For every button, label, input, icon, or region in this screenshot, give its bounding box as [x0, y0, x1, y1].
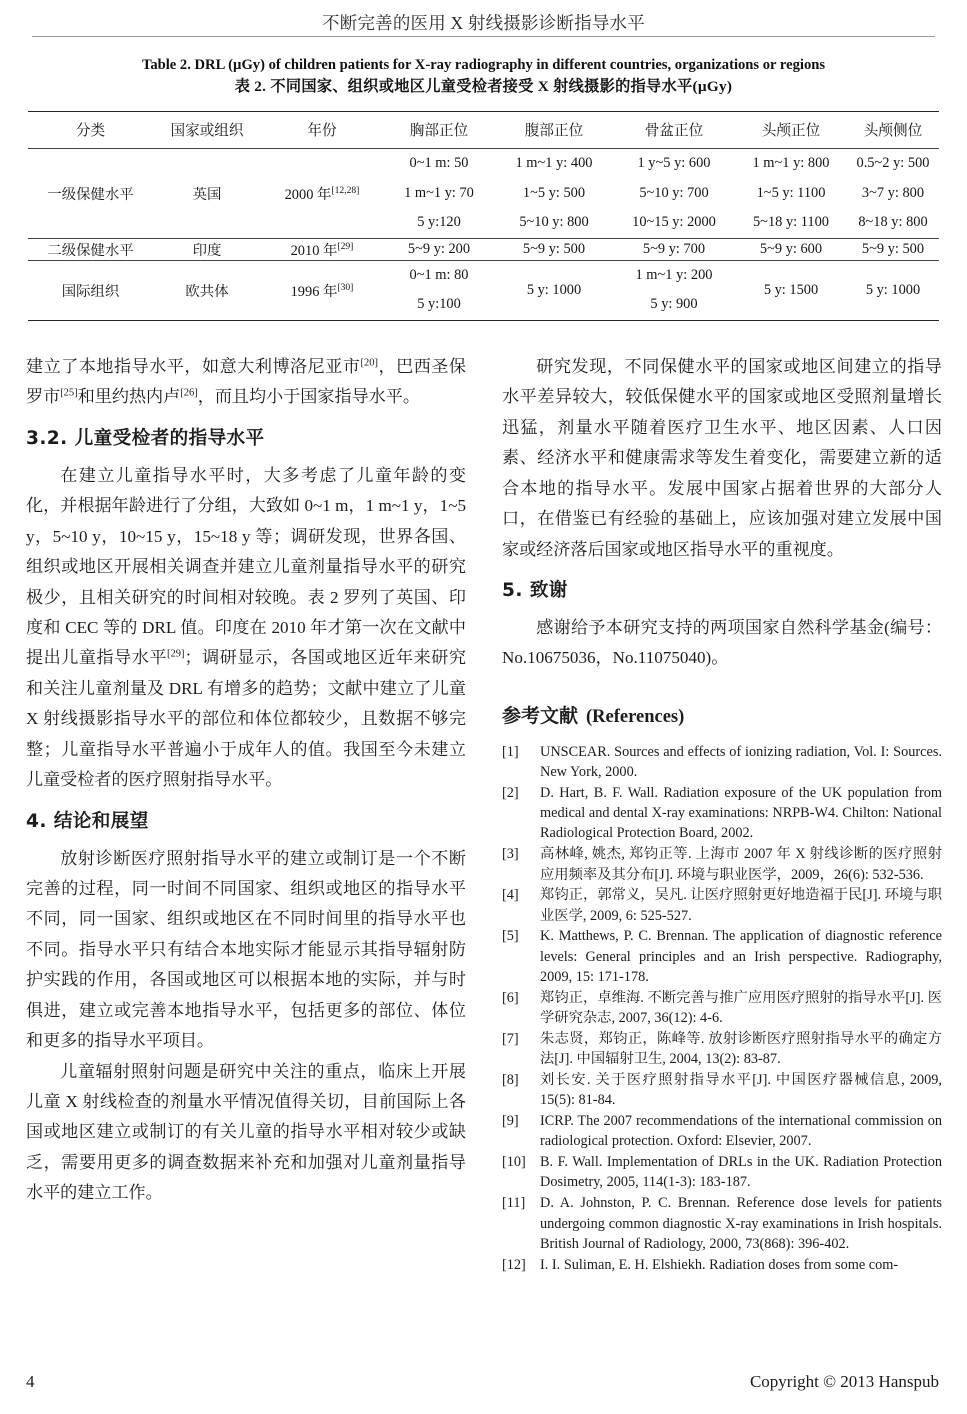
reference-label: [2]	[502, 784, 519, 801]
references-heading	[502, 700, 942, 734]
col-header-skull-ap: 头颅正位	[735, 112, 847, 149]
cell-value: 1 m~1 y: 200	[635, 266, 713, 283]
reference-label: [9]	[502, 1113, 519, 1130]
reference-text: 高林峰, 姚杰, 郑钧正等. 上海市 2007 年 X 射线诊断的医疗照射应用频率及其分布[J]. 环境与职业医学，2009，26(6): 532-536.	[540, 846, 942, 883]
section-number: 4.	[26, 810, 47, 832]
cell-value: 1~5 y: 500	[522, 184, 586, 201]
reference-item	[502, 1255, 942, 1275]
paragraph-text: 建立了本地指导水平，如意大利博洛尼亚市	[26, 357, 361, 376]
table-block	[28, 55, 939, 321]
reference-label: [6]	[502, 989, 519, 1006]
table-caption	[28, 55, 939, 98]
reference-text: I. I. Suliman, E. H. Elshiekh. Radiation doses from some com-	[540, 1256, 899, 1273]
cell-year	[261, 238, 383, 260]
col-header-abdomen-ap: 腹部正位	[495, 112, 613, 149]
cell-skull-ap: 5~9 y: 600	[735, 238, 847, 260]
reference-item	[502, 885, 942, 926]
reference-item	[502, 844, 942, 885]
table-header-row	[28, 112, 939, 149]
cell-value: 5~10 y: 800	[519, 214, 589, 231]
cell-value: 5 y:100	[417, 296, 461, 313]
reference-item	[502, 783, 942, 844]
col-header-skull-lateral: 头颅侧位	[847, 112, 939, 149]
reference-label: [5]	[502, 928, 519, 945]
table-caption-cn: 表 2. 不同国家、组织或地区儿童受检者接受 X 射线摄影的指导水平(µGy)	[234, 78, 733, 96]
reference-text: 郑钧正，郭常义，吴凡. 让医疗照射更好地造福于民[J]. 环境与职业医学, 2009, 6: 525-527.	[540, 887, 942, 924]
reference-label: [8]	[502, 1072, 519, 1088]
cell-chest	[383, 260, 495, 320]
col-header-chest-ap: 胸部正位	[383, 112, 495, 149]
cell-skull-lateral	[847, 149, 939, 239]
reference-item	[502, 1070, 942, 1111]
reference-text: B. F. Wall. Implementation of DRLs in the UK. Radiation Protection Dosimetry, 2005, 114(1-3): 183-187.	[540, 1154, 942, 1191]
cell-year-citation: [30]	[337, 282, 354, 294]
col-header-country: 国家或组织	[153, 112, 261, 149]
paragraph-5: 感谢给予本研究支持的两项国家自然科学基金(编号：No.10675036，No.11075040)。	[502, 617, 942, 668]
reference-text: ICRP. The 2007 recommendations of the international commission on radiological protection. Oxford: Elsevier, 2007.	[540, 1113, 942, 1150]
cell-category: 二级保健水平	[28, 238, 153, 260]
cell-value: 0~1 m: 50	[409, 155, 469, 172]
citation-26: [26]	[180, 387, 198, 399]
running-head: 不断完善的医用 X 射线摄影诊断指导水平	[322, 13, 645, 33]
citation-29: [29]	[167, 648, 185, 660]
reference-item	[502, 1029, 942, 1070]
citation-25: [25]	[60, 387, 78, 399]
col-header-category: 分类	[28, 112, 153, 149]
reference-label: [12]	[502, 1256, 526, 1273]
section-number: 5.	[502, 579, 523, 601]
table-caption-en: Table 2. DRL (µGy) of children patients for X-ray radiography in different countries, organizations or regions	[141, 57, 826, 73]
cell-skull-lateral: 5 y: 1000	[847, 260, 939, 320]
reference-label: [7]	[502, 1030, 519, 1047]
cell-abdomen	[495, 149, 613, 239]
reference-item	[502, 1111, 942, 1152]
reference-item	[502, 926, 942, 987]
cell-country: 英国	[153, 149, 261, 239]
paragraph-text: ；调研显示，各国或地区近年来研究和关注儿童剂量及 DRL 有增多的趋势；文献中建立了儿童 X 射线摄影指导水平的部位和体位都较少，且数据不够完整；儿童指导水平普遍小于成年人的值。我国至今未建立儿童受检者的医疗照射指导水平。	[26, 648, 467, 790]
page-number: 4	[26, 1372, 35, 1391]
cell-value: 0.5~2 y: 500	[856, 155, 930, 172]
table-row	[28, 260, 939, 320]
reference-label: [10]	[502, 1154, 526, 1171]
cell-year-value: 2000 年	[284, 186, 332, 203]
col-header-year: 年份	[261, 112, 383, 149]
cell-abdomen: 5~9 y: 500	[495, 238, 613, 260]
cell-value: 5~10 y: 700	[639, 184, 709, 201]
cell-value: 10~15 y: 2000	[632, 214, 716, 231]
reference-text: 郑钧正，卓维海. 不断完善与推广应用医疗照射的指导水平[J]. 医学研究杂志, 2007, 36(12): 4-6.	[540, 989, 942, 1027]
table-row	[28, 149, 939, 239]
paragraph-text: 在建立儿童指导水平时，大多考虑了儿童年龄的变化，并根据年龄进行了分组，大致如 0~1 m，1 m~1 y，1~5 y，5~10 y，10~15 y，15~18 y 等；调研发现，世界各国、组织或地区开展相关调查并建立儿童剂量指导水平的研究极少，且相关研究的时间相对较晚。表 2 罗列了英国、印度和 CEC 等的 DRL 值。印度在 2010 年才第一次在文献中提出儿童指导水平	[26, 465, 466, 668]
reference-item	[502, 1152, 942, 1193]
left-column	[26, 352, 466, 1209]
section-title: 致谢	[529, 579, 568, 601]
cell-category: 国际组织	[28, 260, 153, 320]
cell-value: 1 m~1 y: 400	[515, 155, 593, 172]
section-number: 3.2.	[26, 427, 68, 449]
cell-value: 1 y~5 y: 600	[637, 155, 711, 172]
cell-year-citation: [29]	[337, 240, 354, 252]
reference-label: [4]	[502, 887, 519, 904]
citation-20: [20]	[360, 357, 378, 369]
reference-item	[502, 742, 942, 783]
cell-value: 5~18 y: 1100	[752, 214, 829, 231]
cell-abdomen: 5 y: 1000	[495, 260, 613, 320]
cell-pelvis	[613, 149, 735, 239]
cell-pelvis: 5~9 y: 700	[613, 238, 735, 260]
cell-country: 欧共体	[153, 260, 261, 320]
cell-value: 1~5 y: 1100	[756, 184, 826, 201]
section-title: 结论和展望	[53, 810, 149, 832]
references-heading-en: (References)	[586, 706, 685, 727]
paragraph-continued	[26, 352, 466, 413]
cell-year-value: 1996 年	[290, 283, 338, 300]
reference-text: 刘长安. 关于医疗照射指导水平[J]. 中国医疗器械信息, 2009, 15(5): 81-84.	[540, 1072, 942, 1109]
references-list	[502, 742, 942, 1275]
paragraph-text: ，而且均小于国家指导水平。	[197, 387, 420, 407]
reference-text: 朱志贤，郑钧正，陈峰等. 放射诊断医疗照射指导水平的确定方法[J]. 中国辐射卫生, 2004, 13(2): 83-87.	[540, 1030, 942, 1068]
references-heading-cn: 参考文献	[502, 704, 579, 727]
paragraph-text: 和里约热内卢	[77, 387, 181, 407]
reference-label: [3]	[502, 846, 519, 863]
section-title: 儿童受检者的指导水平	[74, 427, 265, 449]
cell-year	[261, 149, 383, 239]
cell-chest	[383, 149, 495, 239]
section-heading-4	[26, 809, 466, 835]
cell-skull-ap: 5 y: 1500	[735, 260, 847, 320]
section-heading-3-2	[26, 426, 466, 452]
reference-text: UNSCEAR. Sources and effects of ionizing radiation, Vol. I: Sources. New York, 2000.	[540, 743, 942, 781]
cell-year	[261, 260, 383, 320]
reference-text: D. Hart, B. F. Wall. Radiation exposure of the UK population from medical and dental X-ray examinations: NRPB-W4. Chilton: National Radiological Protection Board, 2002.	[540, 784, 942, 842]
drl-table	[28, 111, 939, 321]
cell-value: 5 y: 900	[650, 296, 698, 313]
reference-text: K. Matthews, P. C. Brennan. The application of diagnostic reference levels: General principles and an Irish perspective. Radiography, 2009, 15: 171-178.	[540, 928, 942, 986]
paragraph-4-2: 儿童辐射照射问题是研究中关注的重点，临床上开展儿童 X 射线检查的剂量水平情况值得关切，目前国际上各国或地区建立或制订的有关儿童的指导水平相对较少或缺乏，需要用更多的调查数据来补充和加强对儿童剂量指导水平的建立工作。	[26, 1061, 466, 1203]
reference-item	[502, 988, 942, 1029]
cell-year-value: 2010 年	[290, 242, 338, 259]
header-rule	[32, 36, 935, 37]
copyright-notice: Copyright © 2013 Hanspub	[749, 1372, 939, 1391]
paragraph-continued-right: 研究发现，不同保健水平的国家或地区间建立的指导水平差异较大，较低保健水平的国家或地区受照剂量增长迅猛，剂量水平随着医疗卫生水平、地区因素、人口因素、经济水平和健康需求等发生着变化，需要建立新的适合本地的指导水平。发展中国家占据着世界的大部分人口，在借鉴已有经验的基础上，应该加强对建立发展中国家或经济落后国家或地区指导水平的重视度。	[502, 357, 942, 559]
reference-label: [11]	[502, 1195, 526, 1212]
cell-pelvis	[613, 260, 735, 320]
cell-chest: 5~9 y: 200	[383, 238, 495, 260]
cell-value: 1 m~1 y: 70	[404, 184, 474, 201]
cell-skull-ap	[735, 149, 847, 239]
table-row	[28, 238, 939, 260]
reference-text: D. A. Johnston, P. C. Brennan. Reference dose levels for patients undergoing common diagnostic X-ray examinations in Irish hospitals. British Journal of Radiology, 2000, 73(868): 396-402.	[540, 1195, 942, 1252]
section-heading-5	[502, 578, 942, 604]
cell-value: 8~18 y: 800	[858, 214, 928, 231]
table-bottom-rule-row	[28, 320, 939, 321]
right-column	[502, 352, 942, 1275]
cell-value: 0~1 m: 80	[409, 266, 469, 283]
cell-value: 5 y:120	[417, 214, 461, 231]
reference-item	[502, 1193, 942, 1254]
cell-year-citation: [12,28]	[331, 185, 360, 197]
cell-skull-lateral: 5~9 y: 500	[847, 238, 939, 260]
cell-country: 印度	[153, 238, 261, 260]
reference-label: [1]	[502, 743, 519, 760]
paragraph-4-1: 放射诊断医疗照射指导水平的建立或制订是一个不断完善的过程，同一时间不同国家、组织或地区的指导水平不同，同一国家、组织或地区在不同时间里的指导水平也不同。指导水平只有结合本地实际才能显示其指导辐射防护实践的作用，各国或地区可以根据本地的实际，并与时俱进，建立或完善本地指导水平，包括更多的部位、体位和更多的指导水平项目。	[26, 848, 466, 1051]
col-header-pelvis-ap: 骨盆正位	[613, 112, 735, 149]
cell-value: 3~7 y: 800	[861, 184, 925, 201]
paragraph-text: ，巴西圣保罗市	[26, 357, 467, 407]
cell-value: 1 m~1 y: 800	[752, 155, 830, 172]
paragraph-3-2	[26, 461, 466, 796]
cell-category: 一级保健水平	[28, 149, 153, 239]
